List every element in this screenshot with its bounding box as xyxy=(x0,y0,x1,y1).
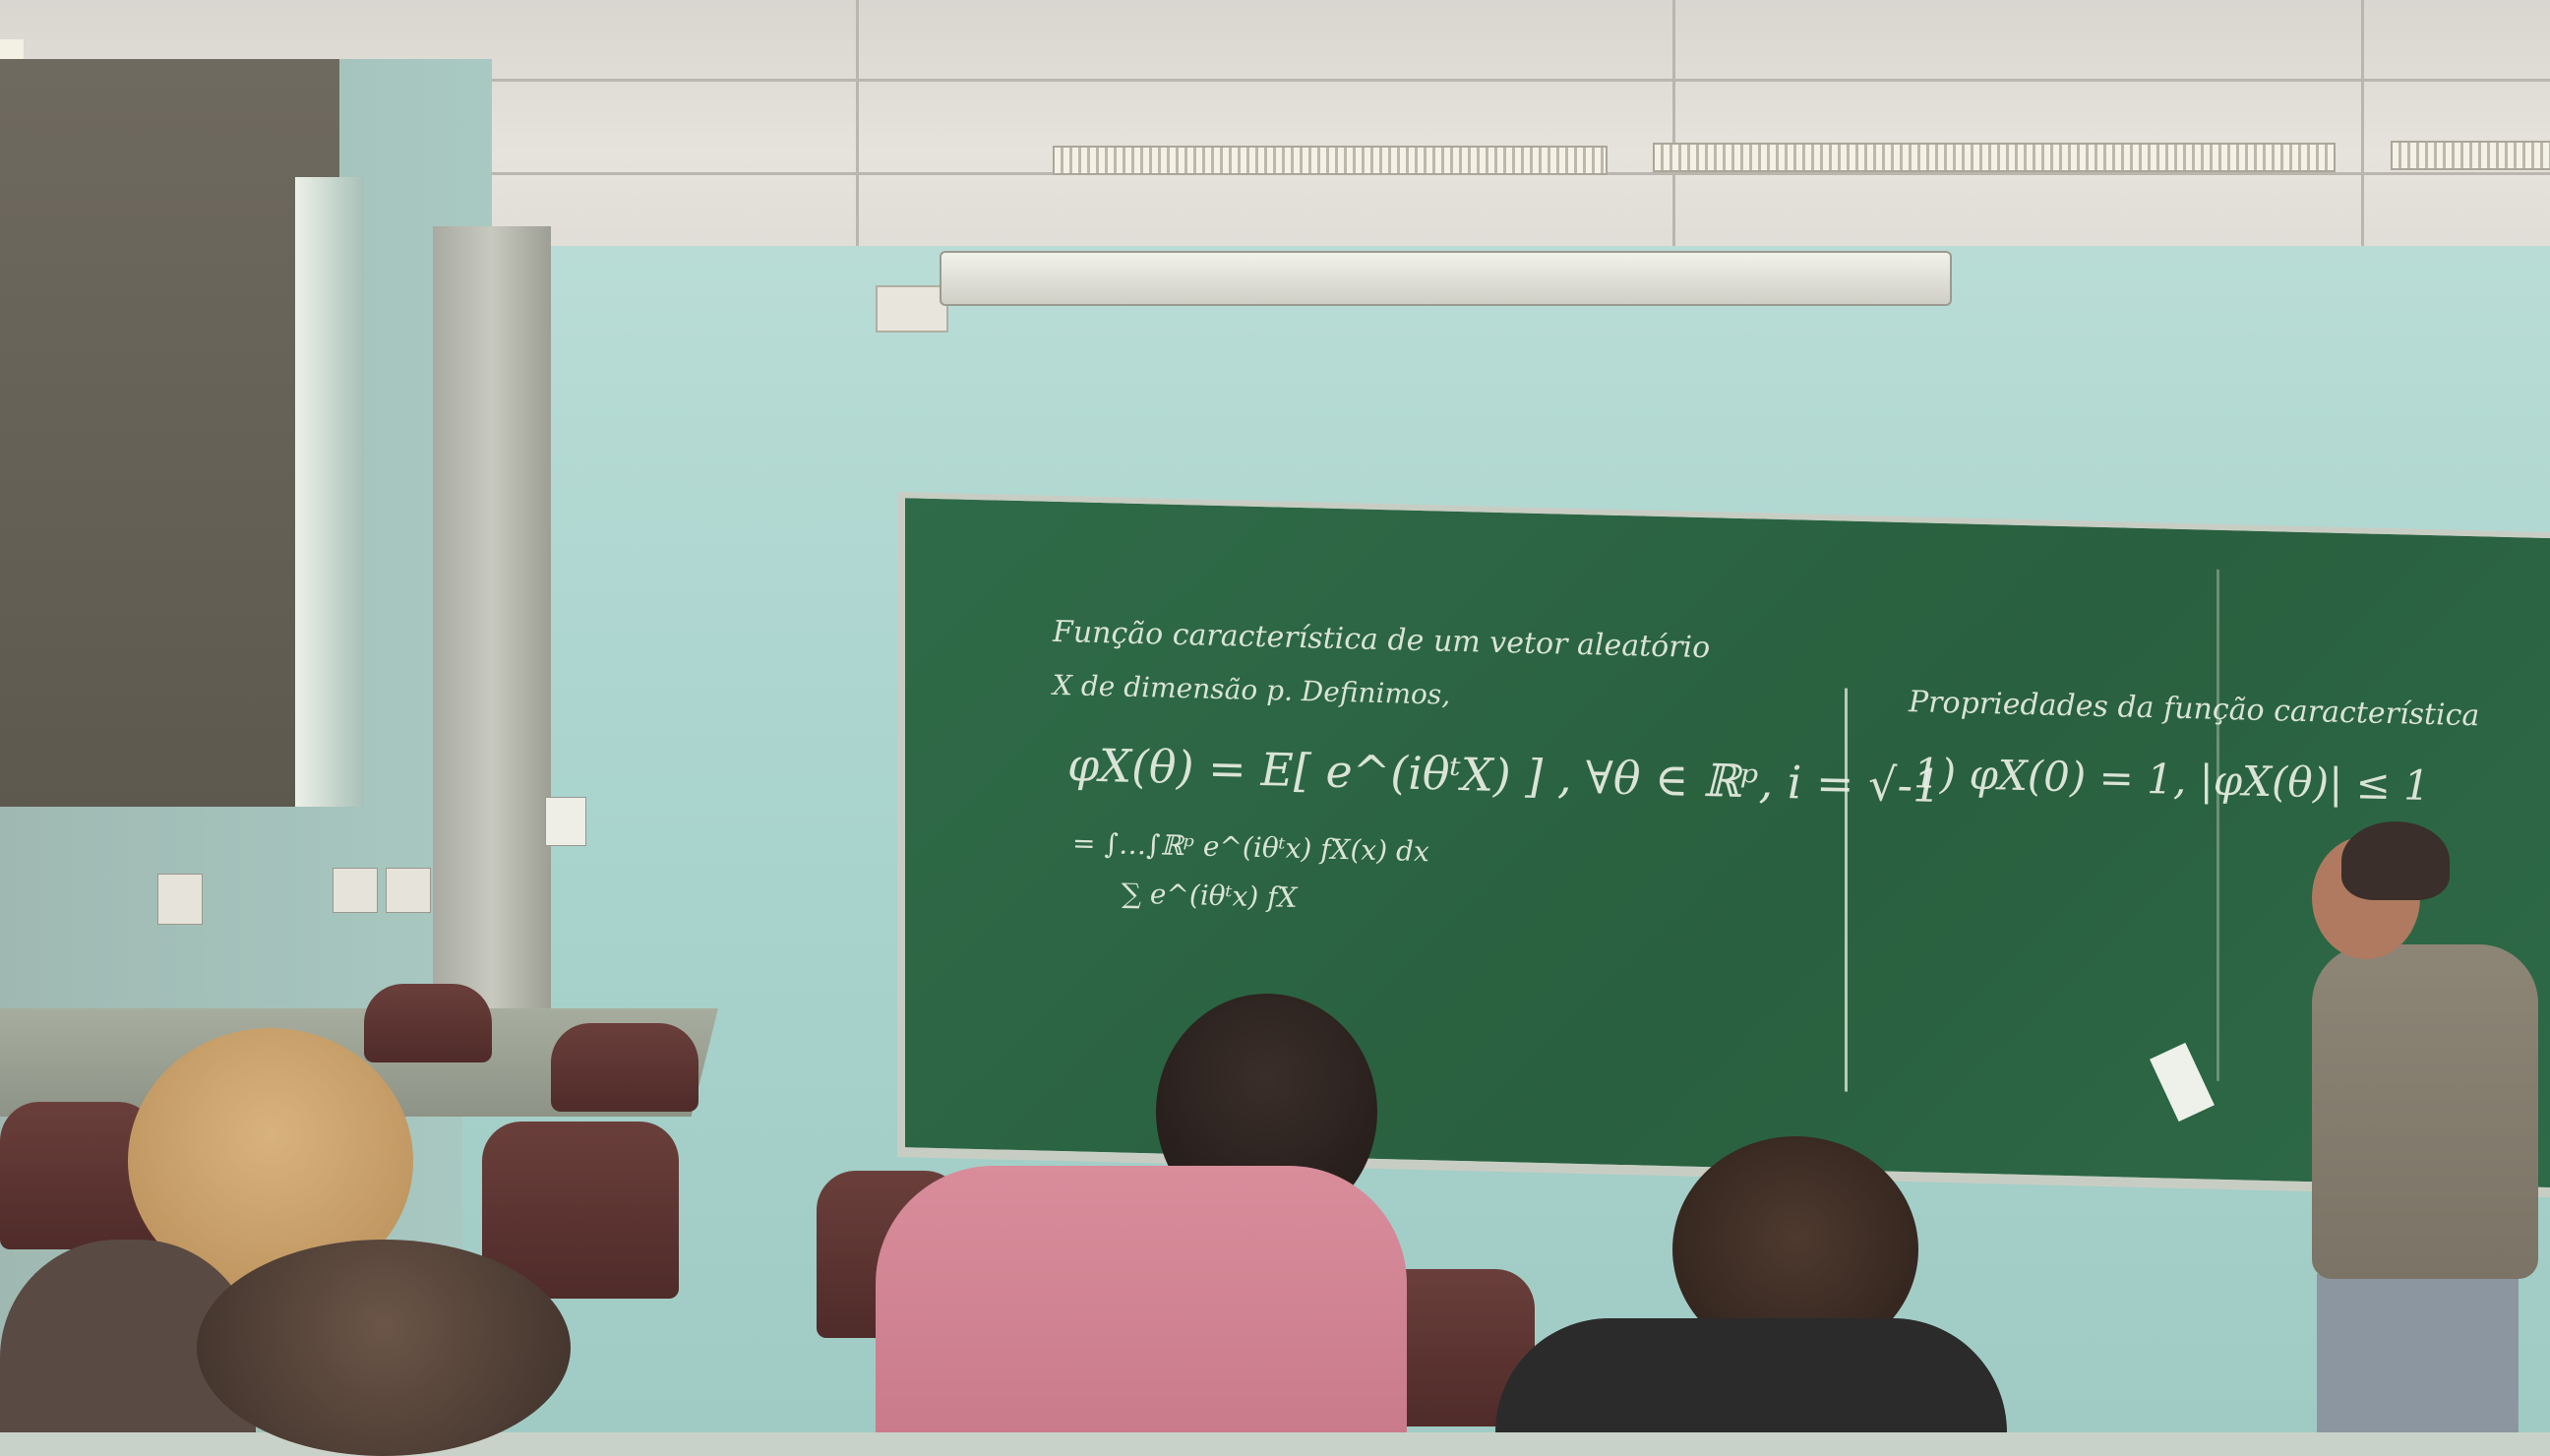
student-pink-shirt xyxy=(876,1166,1407,1432)
property-one: 1) φX(0) = 1, |φX(θ)| ≤ 1 xyxy=(1913,749,2430,811)
board-panel-seam xyxy=(2216,570,2219,1081)
ceiling-light xyxy=(2391,141,2550,170)
board-title-right: Propriedades da função característica xyxy=(1909,685,2480,734)
board-divider xyxy=(1845,689,1848,1092)
wall-socket xyxy=(157,874,203,925)
ceiling-light xyxy=(1053,146,1608,175)
ceiling-tile-line xyxy=(2361,0,2364,246)
wall-socket xyxy=(386,868,431,913)
wall-socket xyxy=(333,868,378,913)
formula-sum: ∑ e^(iθᵗx) fX xyxy=(1122,877,1298,914)
window-frame xyxy=(295,177,364,807)
ceiling-tile-line xyxy=(856,0,859,246)
wall-column xyxy=(433,226,551,1013)
formula-integral: = ∫…∫ℝᵖ e^(iθᵗx) fX(x) dx xyxy=(1072,826,1429,869)
student-black-shirt xyxy=(1495,1318,2007,1432)
light-switch xyxy=(545,797,586,846)
ceiling-light xyxy=(1653,143,2336,172)
projector-screen-housing xyxy=(940,251,1952,306)
student-head-front xyxy=(197,1240,571,1456)
window-shade xyxy=(0,59,339,807)
formula-characteristic-function: φX(θ) = E[ e^(iθᵗX) ] , ∀θ ∈ ℝᵖ, i = √-1 xyxy=(1067,738,1942,813)
chair xyxy=(364,984,492,1062)
board-subtitle-left: X de dimensão p. Definimos, xyxy=(1053,668,1451,711)
teacher-hair xyxy=(2341,821,2450,900)
teacher-legs xyxy=(2317,1274,2519,1432)
ceiling-tile-line xyxy=(1672,0,1675,246)
chalkboard xyxy=(897,492,2550,1197)
teacher-body xyxy=(2312,944,2538,1279)
chair xyxy=(551,1023,698,1112)
projector-mount xyxy=(876,285,948,333)
board-title-left: Função característica de um vetor aleatório xyxy=(1053,614,1711,666)
